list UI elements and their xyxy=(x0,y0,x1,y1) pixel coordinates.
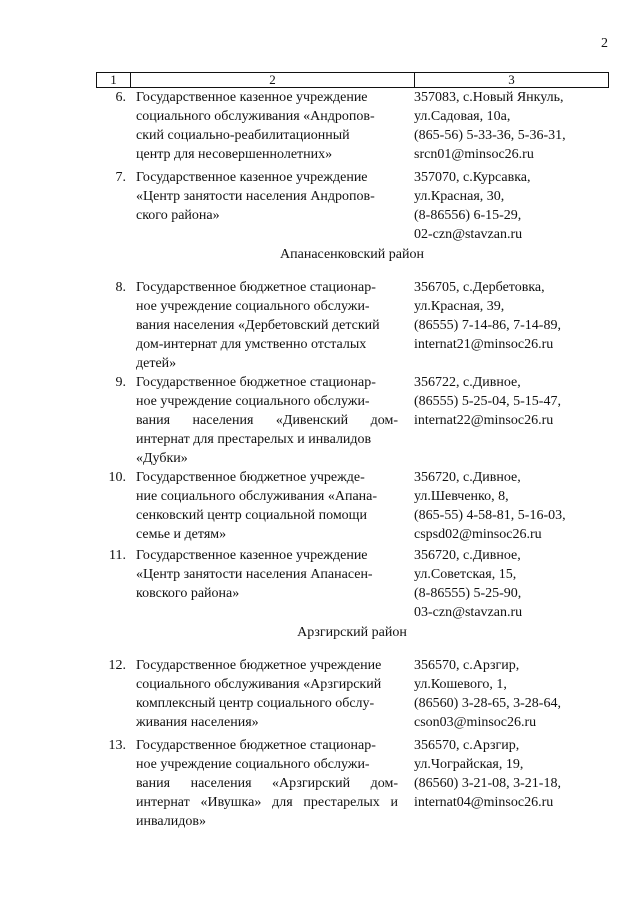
email-line: cspsd02@minsoc26.ru xyxy=(414,527,542,542)
institution-address xyxy=(414,168,610,244)
phone-line: (86555) 5-25-04, 5-15-47, xyxy=(414,394,561,409)
name-line: Государственное казенное учреждение xyxy=(136,170,368,185)
name-line: детей» xyxy=(136,356,177,371)
name-line: ное учреждение социального обслужи- xyxy=(136,757,370,772)
column-header-name: 2 xyxy=(131,73,415,88)
email-line: 03-czn@stavzan.ru xyxy=(414,605,523,620)
page-number: 2 xyxy=(601,36,608,51)
column-header-number: 1 xyxy=(97,73,131,88)
district-heading: Арзгирский район xyxy=(297,625,407,640)
item-number: 8. xyxy=(115,280,126,295)
address-line: ул.Советская, 15, xyxy=(414,567,517,582)
address-line: 356722, с.Дивное, xyxy=(414,375,521,390)
name-line: «Центр занятости населения Апанасен- xyxy=(136,567,373,582)
item-number: 11. xyxy=(109,548,126,563)
email-line: internat22@minsoc26.ru xyxy=(414,413,554,428)
institution-address xyxy=(414,88,610,164)
phone-line: (86560) 3-28-65, 3-28-64, xyxy=(414,696,561,711)
name-line: вания населения «Дербетовский детский xyxy=(136,318,380,333)
institution-name xyxy=(136,736,398,831)
item-number: 6. xyxy=(115,90,126,105)
email-line: srcn01@minsoc26.ru xyxy=(414,147,534,162)
email-line: 02-czn@stavzan.ru xyxy=(414,227,523,242)
name-line: «Центр занятости населения Андропов- xyxy=(136,189,375,204)
address-line: 357083, с.Новый Янкуль, xyxy=(414,90,564,105)
column-header-table xyxy=(96,72,609,88)
institution-name xyxy=(136,546,398,603)
name-line: Государственное казенное учреждение xyxy=(136,548,368,563)
address-line: ул.Шевченко, 8, xyxy=(414,489,509,504)
institution-name xyxy=(136,168,398,225)
institution-address xyxy=(414,278,610,354)
institution-name xyxy=(136,656,398,732)
address-line: 356720, с.Дивное, xyxy=(414,470,521,485)
name-line: дом-интернат для умственно отсталых xyxy=(136,337,367,352)
name-line: ное учреждение социального обслужи- xyxy=(136,299,370,314)
name-line: ние социального обслуживания «Апана- xyxy=(136,489,378,504)
address-line: ул.Красная, 30, xyxy=(414,189,505,204)
institution-address xyxy=(414,546,610,622)
institution-address xyxy=(414,468,610,544)
name-line: семье и детям» xyxy=(136,527,227,542)
address-line: 356570, с.Арзгир, xyxy=(414,738,520,753)
name-line: «Дубки» xyxy=(136,451,188,466)
address-line: 356570, с.Арзгир, xyxy=(414,658,520,673)
email-line: cson03@minsoc26.ru xyxy=(414,715,537,730)
address-line: 357070, с.Курсавка, xyxy=(414,170,531,185)
district-heading: Апанасенковский район xyxy=(280,247,424,262)
item-number: 12. xyxy=(108,658,126,673)
address-line: ул.Садовая, 10а, xyxy=(414,109,511,124)
name-line: инвалидов» xyxy=(136,814,206,829)
column-header-row xyxy=(97,73,609,88)
phone-line: (8-86555) 5-25-90, xyxy=(414,586,522,601)
name-line: Государственное бюджетное стационар- xyxy=(136,280,376,295)
name-line: вания населения «Арзгирский дом- xyxy=(136,776,398,791)
name-line: Государственное казенное учреждение xyxy=(136,90,368,105)
name-line: комплексный центр социального обслу- xyxy=(136,696,375,711)
name-line: социального обслуживания «Андропов- xyxy=(136,109,375,124)
name-line: Государственное бюджетное учрежде- xyxy=(136,470,365,485)
name-line: живания населения» xyxy=(136,715,259,730)
name-line: Государственное бюджетное учреждение xyxy=(136,658,382,673)
address-line: 356705, с.Дербетовка, xyxy=(414,280,545,295)
institution-name xyxy=(136,278,398,373)
column-header-address: 3 xyxy=(415,73,609,88)
phone-line: (8-86556) 6-15-29, xyxy=(414,208,522,223)
institution-name xyxy=(136,468,398,544)
email-line: internat21@minsoc26.ru xyxy=(414,337,554,352)
phone-line: (86555) 7-14-86, 7-14-89, xyxy=(414,318,561,333)
institution-address xyxy=(414,736,610,812)
address-line: ул.Кошевого, 1, xyxy=(414,677,507,692)
name-line: ное учреждение социального обслужи- xyxy=(136,394,370,409)
address-line: ул.Красная, 39, xyxy=(414,299,505,314)
name-line: сенковский центр социальной помощи xyxy=(136,508,367,523)
phone-line: (865-56) 5-33-36, 5-36-31, xyxy=(414,128,566,143)
name-line: Государственное бюджетное стационар- xyxy=(136,738,376,753)
item-number: 9. xyxy=(115,375,126,390)
institution-address xyxy=(414,656,610,732)
address-line: ул.Чограйская, 19, xyxy=(414,757,524,772)
name-line: центр для несовершеннолетних» xyxy=(136,147,333,162)
institution-name xyxy=(136,373,398,468)
name-line: интернат «Ивушка» для престарелых и xyxy=(136,795,398,810)
address-line: 356720, с.Дивное, xyxy=(414,548,521,563)
phone-line: (865-55) 4-58-81, 5-16-03, xyxy=(414,508,566,523)
institution-name xyxy=(136,88,398,164)
item-number: 7. xyxy=(115,170,126,185)
name-line: Государственное бюджетное стационар- xyxy=(136,375,376,390)
institution-address xyxy=(414,373,610,430)
email-line: internat04@minsoc26.ru xyxy=(414,795,554,810)
phone-line: (86560) 3-21-08, 3-21-18, xyxy=(414,776,561,791)
name-line: ковского района» xyxy=(136,586,240,601)
item-number: 13. xyxy=(108,738,126,753)
name-line: вания населения «Дивенский дом- xyxy=(136,413,398,428)
name-line: интернат для престарелых и инвалидов xyxy=(136,432,372,447)
name-line: ский социально-реабилитационный xyxy=(136,128,350,143)
name-line: ского района» xyxy=(136,208,220,223)
item-number: 10. xyxy=(108,470,126,485)
name-line: социального обслуживания «Арзгирский xyxy=(136,677,382,692)
